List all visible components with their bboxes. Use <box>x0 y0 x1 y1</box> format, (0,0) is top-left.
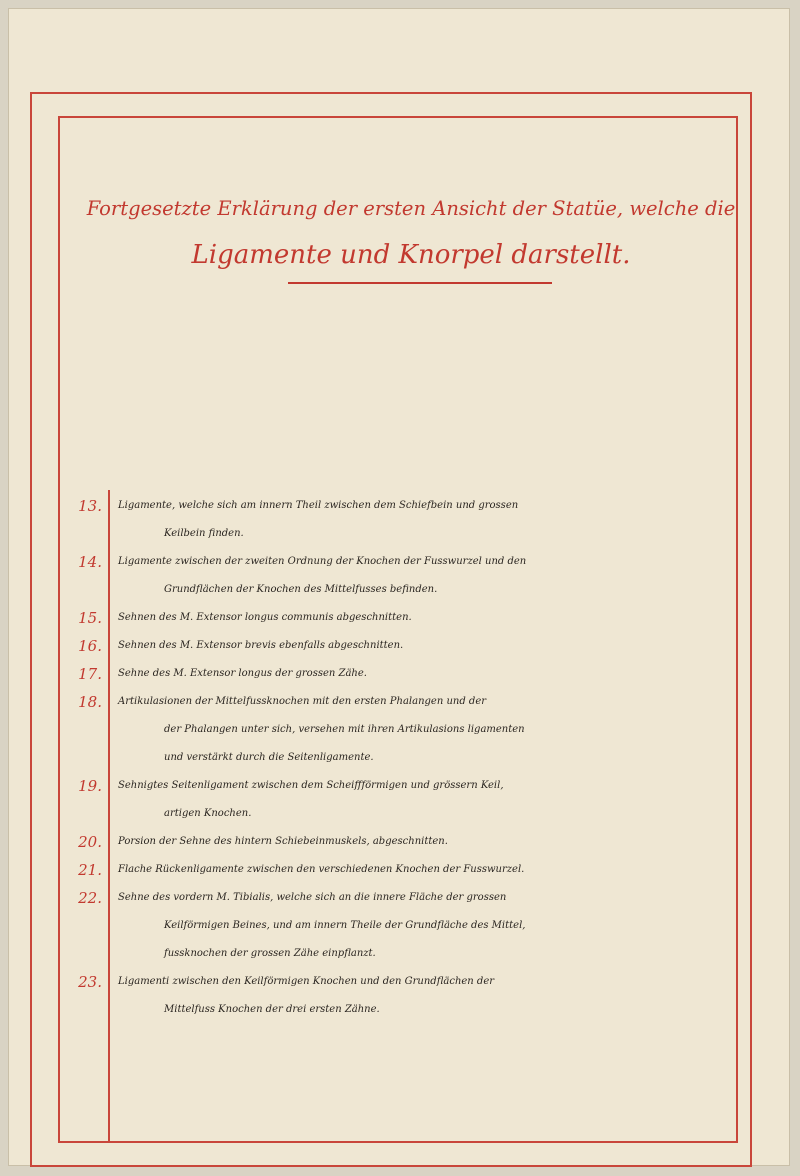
entry-text <box>108 660 736 688</box>
legend-entry <box>60 688 736 772</box>
entry-text-line: Ligamenti zwischen den Keilförmigen Knochen und den Grundflächen der <box>118 976 495 987</box>
entry-number: 15. <box>78 609 102 627</box>
entry-text-line: Sehne des M. Extensor longus der grossen Zähe. <box>118 668 367 679</box>
entry-number: 20. <box>78 833 102 851</box>
legend-entry <box>60 856 736 884</box>
title-underline <box>288 282 552 284</box>
entry-number: 17. <box>78 665 102 683</box>
entry-number: 19. <box>78 777 102 795</box>
legend-entry <box>60 828 736 856</box>
entry-text-line: artigen Knochen. <box>164 808 252 819</box>
legend-entry <box>60 492 736 548</box>
entry-text-line: fussknochen der grossen Zähe einpflanzt. <box>164 948 376 959</box>
entry-number: 18. <box>78 693 102 711</box>
entry-text-line: Artikulasionen der Mittelfussknochen mit den ersten Phalangen und der <box>118 696 487 707</box>
entry-text <box>108 772 736 828</box>
entry-text <box>108 856 736 884</box>
entry-text-line: Sehnigtes Seitenligament zwischen dem Scheiffförmigen und grössern Keil, <box>118 780 504 791</box>
entry-number: 16. <box>78 637 102 655</box>
entry-number: 13. <box>78 497 102 515</box>
legend-list <box>60 492 736 1024</box>
entry-text-line: Ligamente, welche sich am innern Theil zwischen dem Schiefbein und grossen <box>118 500 519 511</box>
entry-text-line: Mittelfuss Knochen der drei ersten Zähne. <box>164 1004 380 1015</box>
page-title <box>86 186 736 278</box>
entry-text-line: Flache Rückenligamente zwischen den verschiedenen Knochen der Fusswurzel. <box>118 864 525 875</box>
legend-entry <box>60 604 736 632</box>
entry-text <box>108 632 736 660</box>
entry-text <box>108 688 736 772</box>
entry-text-line: Keilbein finden. <box>164 528 244 539</box>
entry-text-line: Porsion der Sehne des hintern Schiebeinmuskels, abgeschnitten. <box>118 836 448 847</box>
title-line-1: Fortgesetzte Erklärung der ersten Ansicht der Statüe, welche die <box>86 197 736 220</box>
legend-entry <box>60 884 736 968</box>
legend-entry <box>60 772 736 828</box>
entry-number: 22. <box>78 889 102 907</box>
entry-text-line: Grundflächen der Knochen des Mittelfusses befinden. <box>164 584 438 595</box>
entry-text <box>108 604 736 632</box>
entry-text-line: Sehnen des M. Extensor brevis ebenfalls abgeschnitten. <box>118 640 404 651</box>
entry-text-line: und verstärkt durch die Seitenligamente. <box>164 752 374 763</box>
legend-entry <box>60 968 736 1024</box>
entry-number: 23. <box>78 973 102 991</box>
legend-entry <box>60 660 736 688</box>
entry-text <box>108 828 736 856</box>
entry-text-line: Sehne des vordern M. Tibialis, welche sich an die innere Fläche der grossen <box>118 892 507 903</box>
entry-text <box>108 884 736 968</box>
entry-number: 21. <box>78 861 102 879</box>
entry-text-line: der Phalangen unter sich, versehen mit ihren Artikulasions ligamenten <box>164 724 525 735</box>
entry-text <box>108 548 736 604</box>
entry-text-line: Sehnen des M. Extensor longus communis abgeschnitten. <box>118 612 412 623</box>
entry-text-line: Ligamente zwischen der zweiten Ordnung der Knochen der Fusswurzel und den <box>118 556 527 567</box>
legend-entry <box>60 632 736 660</box>
title-line-2: Ligamente und Knorpel darstellt. <box>191 240 631 270</box>
entry-text <box>108 492 736 548</box>
legend-entry <box>60 548 736 604</box>
entry-number: 14. <box>78 553 102 571</box>
entry-text-line: Keilförmigen Beines, und am innern Theile der Grundfläche des Mittel, <box>164 920 526 931</box>
entry-text <box>108 968 736 1024</box>
